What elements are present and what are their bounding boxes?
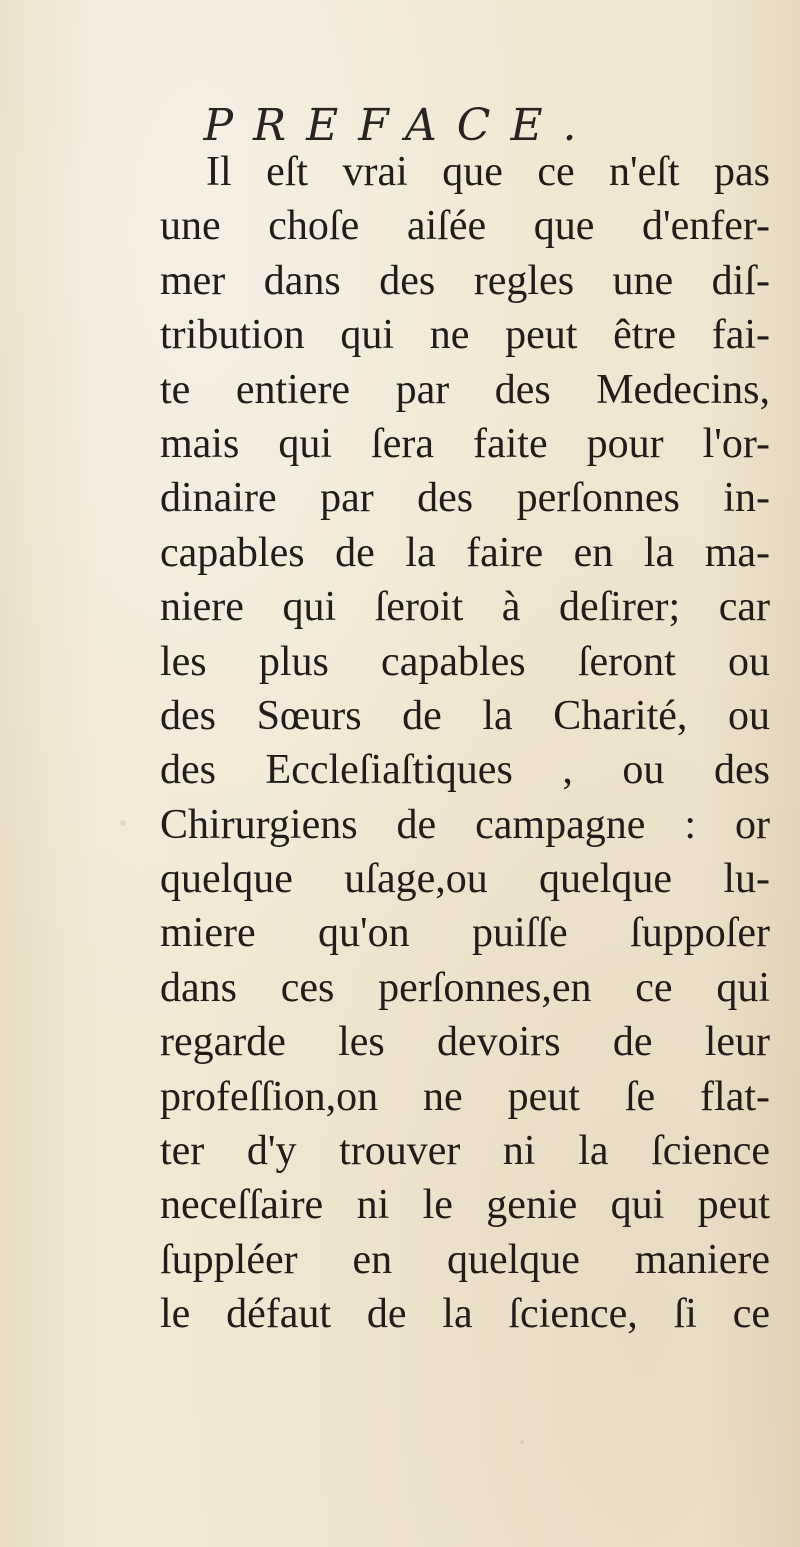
text-line: les plus capables ſeront ou [160, 638, 770, 685]
text-line: te entiere par des Medecins, [160, 366, 770, 413]
text-line: des Eccleſiaſtiques , ou des [160, 747, 770, 794]
text-line: capables de la faire en la ma- [160, 529, 770, 576]
text-line: Il eſt vrai que ce n'eſt pas [206, 149, 770, 195]
text-line: profeſſion,on ne peut ſe flat- [160, 1073, 770, 1120]
text-line: dinaire par des perſonnes in- [160, 475, 770, 522]
text-line: Chirurgiens de campagne : or [160, 801, 770, 848]
running-head: PREFACE. [203, 100, 597, 151]
text-line: ter d'y trouver ni la ſcience [160, 1128, 770, 1175]
text-line: le défaut de la ſcience, ſi ce [160, 1291, 770, 1338]
text-line: dans ces perſonnes,en ce qui [160, 964, 770, 1011]
text-line: ſuppléer en quelque maniere [160, 1236, 770, 1283]
text-line: regarde les devoirs de leur [160, 1019, 770, 1066]
paper-stain [120, 820, 126, 826]
text-line: tribution qui ne peut être fai- [160, 312, 770, 359]
text-line: mais qui ſera faite pour l'or- [160, 420, 770, 467]
text-line: niere qui ſeroit à deſirer; car [160, 584, 770, 631]
text-line: une choſe aiſée que d'enfer- [160, 203, 770, 250]
text-line: des Sœurs de la Charité, ou [160, 692, 770, 739]
text-line: miere qu'on puiſſe ſuppoſer [160, 910, 770, 957]
body-text [160, 145, 770, 1342]
text-line: neceſſaire ni le genie qui peut [160, 1182, 770, 1229]
text-line: quelque uſage,ou quelque lu- [160, 856, 770, 903]
paper-stain [520, 1440, 524, 1444]
text-line: mer dans des regles une diſ- [160, 257, 770, 304]
